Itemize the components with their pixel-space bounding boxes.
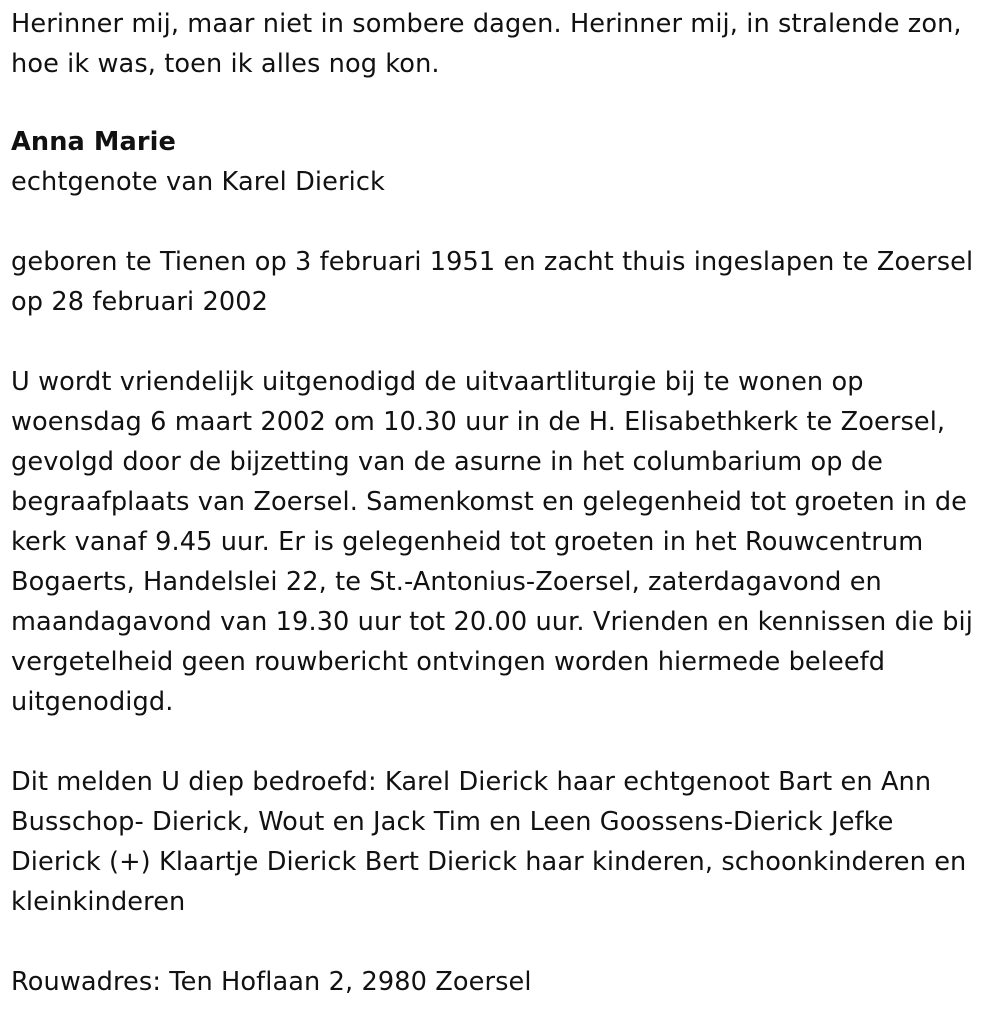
spacer <box>11 322 991 362</box>
spacer <box>11 922 991 962</box>
funeral-notice-paragraph: U wordt vriendelijk uitgenodigd de uitvaartliturgie bij te wonen op woensdag 6 maart 2002 om 10.30 uur in de H. Elisabethkerk te Zoersel, gevolgd door de bijzetting van de asurne in het columbarium op de begraafplaats van Zoersel. Samenkomst en gelegenheid tot groeten in de kerk vanaf 9.45 uur. Er is gelegenheid tot groeten in het Rouwcentrum Bogaerts, Handelslei 22, te St.-Antonius-Zoersel, zaterdagavond en maandagavond van 19.30 uur tot 20.00 uur. Vrienden en kennissen die bij vergetelheid geen rouwbericht ontvingen worden hiermede beleefd uitgenodigd. <box>11 367 973 717</box>
mourning-address: Rouwadres: Ten Hoflaan 2, 2980 Zoersel <box>11 967 532 997</box>
announcement-paragraph: Dit melden U diep bedroefd: Karel Dierick haar echtgenoot Bart en Ann Busschop- Dierick, Wout en Jack Tim en Leen Goossens-Dierick Jefke Dierick (+) Klaartje Dierick Bert Dierick haar kinderen, schoonkinderen en kleinkinderen <box>11 767 967 917</box>
deceased-name: Anna Marie <box>11 127 176 157</box>
obituary-document <box>11 4 991 1002</box>
spacer <box>11 202 991 242</box>
spacer <box>11 84 991 122</box>
motto-paragraph: Herinner mij, maar niet in sombere dagen. Herinner mij, in stralende zon, hoe ik was, toen ik alles nog kon. <box>11 9 962 79</box>
birth-death-paragraph: geboren te Tienen op 3 februari 1951 en zacht thuis ingeslapen te Zoersel op 28 februari 2002 <box>11 247 974 317</box>
spacer <box>11 722 991 762</box>
deceased-relation: echtgenote van Karel Dierick <box>11 167 385 197</box>
